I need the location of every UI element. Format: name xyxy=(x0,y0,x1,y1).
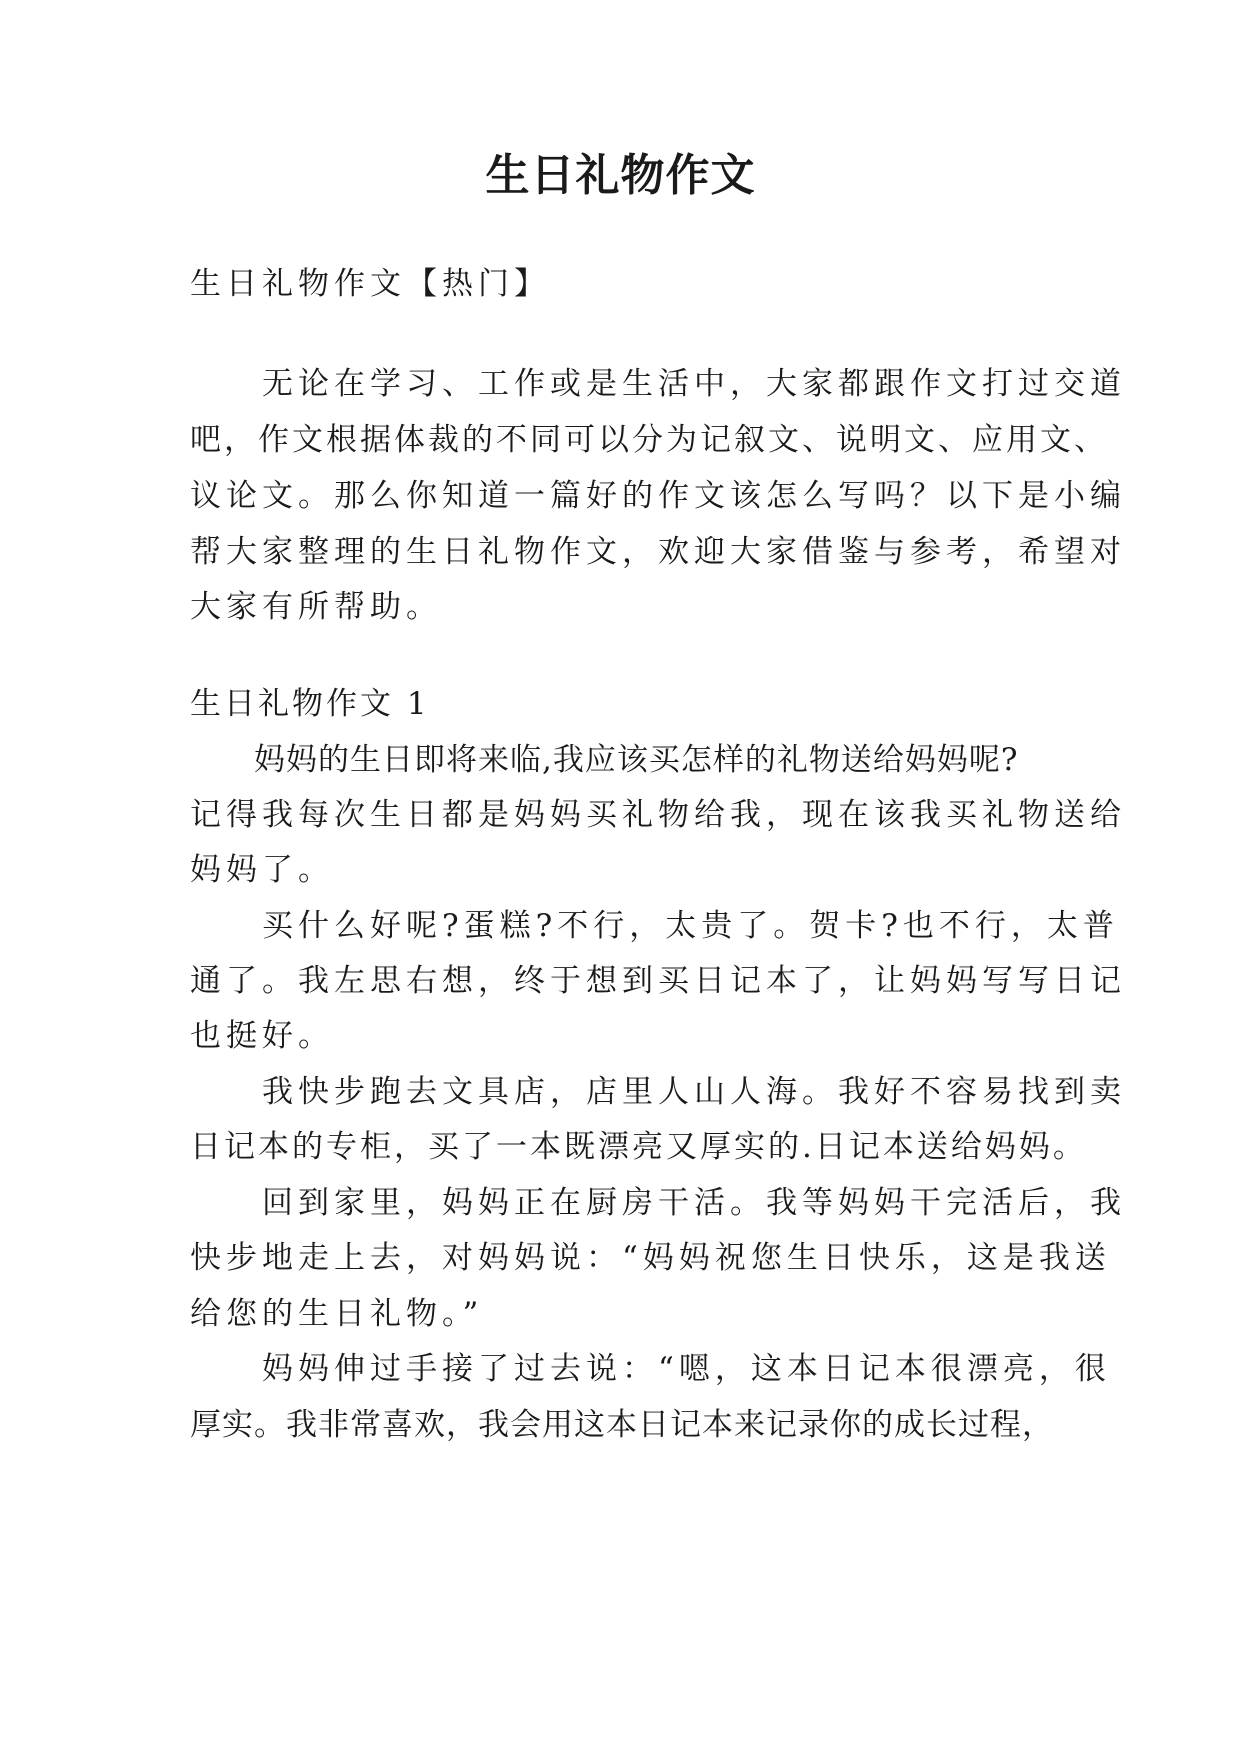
body-line: 妈妈了。 xyxy=(190,852,334,888)
body-line: 记得我每次生日都是妈妈买礼物给我，现在该我买礼物送给 xyxy=(190,797,1126,833)
document-title: 生日礼物作文 xyxy=(485,150,756,201)
body-line: 妈妈的生日即将来临,我应该买怎样的礼物送给妈妈呢? xyxy=(190,742,1019,778)
body-line: 也挺好。 xyxy=(190,1018,334,1054)
body-line: 日记本的专柜，买了一本既漂亮又厚实的.日记本送给妈妈。 xyxy=(190,1129,1087,1165)
body-line: 给您的生日礼物。” xyxy=(190,1296,484,1332)
intro-line: 无论在学习、工作或是生活中，大家都跟作文打过交道 xyxy=(190,366,1126,402)
body-line: 我快步跑去文具店，店里人山人海。我好不容易找到卖 xyxy=(190,1074,1126,1110)
body-line: 买什么好呢?蛋糕?不行，太贵了。贺卡?也不行，太普 xyxy=(190,908,1119,944)
intro-line: 吧，作文根据体裁的不同可以分为记叙文、说明文、应用文、 xyxy=(190,422,1108,458)
intro-line: 帮大家整理的生日礼物作文，欢迎大家借鉴与参考，希望对 xyxy=(190,534,1126,570)
body-line: 厚实。我非常喜欢，我会用这本日记本来记录你的成长过程， xyxy=(190,1407,1054,1443)
body-line: 快步地走上去，对妈妈说：“妈妈祝您生日快乐，这是我送 xyxy=(190,1240,1111,1276)
document-subtitle: 生日礼物作文【热门】 xyxy=(190,266,550,302)
body-line: 回到家里，妈妈正在厨房干活。我等妈妈干完活后，我 xyxy=(190,1185,1126,1221)
intro-line: 大家有所帮助。 xyxy=(190,589,442,625)
body-line: 妈妈伸过手接了过去说：“嗯，这本日记本很漂亮，很 xyxy=(190,1351,1111,1387)
section-heading: 生日礼物作文 1 xyxy=(190,686,430,722)
body-line: 通了。我左思右想，终于想到买日记本了，让妈妈写写日记 xyxy=(190,963,1126,999)
intro-line: 议论文。那么你知道一篇好的作文该怎么写吗？以下是小编 xyxy=(190,478,1126,514)
